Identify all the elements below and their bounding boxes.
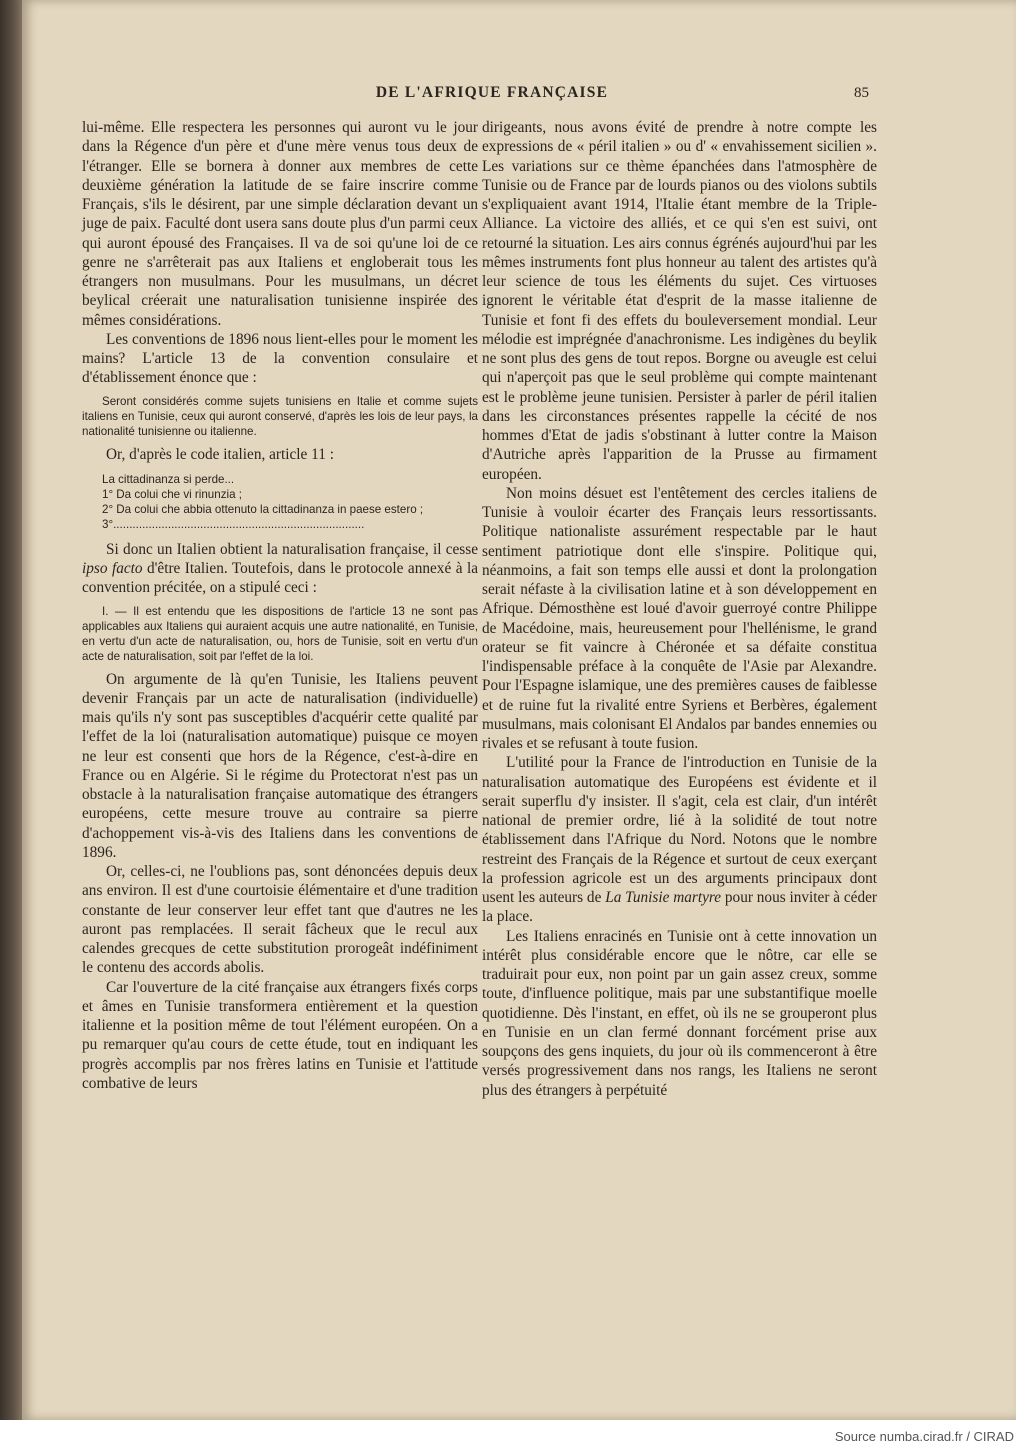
paragraph: dirigeants, nous avons évité de prendre à notre compte les expressions de « péril italien » ou d' « envahissement sicilien ». Les variations sur ce thème épanchées dans l'atmosphère de Tunisie ou de France par de lourds pianos ou des violons subtils s'expliquaient avant 1914, l'Italie étant membre de la Triple-Alliance. La victoire des alliés, et ce qui s'en est suivi, ont retourné la situation. Les airs connus égrénés aujourd'hui par les mêmes instruments font plus honneur au talent des artistes qu'à leur science de tous les éléments du sujet. Ces virtuoses ignorent le véritable état d'esprit de la masse italienne de Tunisie et font fi des effets du bouleversement mondial. Leur mélodie est imprégnée d'anachronisme. Les indigènes du beylik ne sont plus des gens de tout repos. Borgne ou aveugle est celui qui n'aperçoit pas que le seul problème qui compte maintenant est le problème jeune tunisien. Persister à parler de péril italien dans les circonstances présentes rappelle la cécité de nos hommes d'Etat de jadis s'obstinant à lutter contre la Maison d'Autriche après l'apparition de la Prusse au firmament européen. [482,119,877,483]
block-quote: I. — Il est entendu que les dispositions de l'article 13 ne sont pas applicables aux Italiens qui auraient acquis une autre nationalité, en Tunisie, en vertu d'un acte de naturalisation, ou, hors de Tunisie, soit en vertu d'un acte de naturalisation, soit par l'effet de la loi. [82,604,478,663]
quote-line: 1° Da colui che vi rinunzia ; [102,487,242,501]
paragraph: Les conventions de 1896 nous lient-elles pour le moment les mains? L'article 13 de la convention consulaire et d'établissement énonce que : [82,330,478,387]
document-page [22,0,1016,1420]
source-credit: Source numba.cirad.fr / CIRAD [834,1429,1014,1444]
running-title: DE L'AFRIQUE FRANÇAISE [375,84,609,101]
text-run: L'utilité pour la France de l'introduction en Tunisie de la naturalisation automatique des Européens est évidente et il serait superflu d'y insister. Il s'agit, cela est clair, d'un intérêt national de premier ordre, lié à la solidité de tout notre établissement dans l'Afrique du Nord. Notons que le nombre restreint des Français de la Régence et surtout de ceux exerçant la profession agricole est un des arguments principaux dont usent les auteurs de [482,754,877,906]
paragraph: Non moins désuet est l'entêtement des cercles italiens de Tunisie à vouloir écarter des Français leurs ressortissants. Politique nationaliste assurément respectable par le haut sentiment patriotique dont elle s'inspire. Politique qui, néanmoins, a fait son temps elle aussi et dont la prolongation serait néfaste à la civilisation latine et à son développement en Afrique. Démosthène est loué d'avoir guerroyé contre Philippe de Macédoine, mais, heureusement pour l'hellénisme, le grand orateur se fit vaincre à Chéronée et sa défaite constitua l'indispensable préface à la conquête de l'Asie par Alexandre. Pour l'Espagne islamique, une des premières causes de faiblesse et de ruine fut la rivalité entre Syriens et Berbères, également musulmans, mais colonisant El Andalos par bandes ennemies ou rivales et se refusant à toute fusion. [482,484,877,752]
text-run: Si donc un Italien obtient la naturalisation française, il cesse [106,540,478,558]
paragraph: Or, celles-ci, ne l'oublions pas, sont dénoncées depuis deux ans environ. Il est d'une courtoisie élémentaire et d'une tradition constante de leur conserver leur effet tant que d'autres ne les auront pas remplacées. Il serait fâcheux que le recul aux calendes grecques de cette substitution prorogeât indéfiniment le contenu des accords abolis. [82,863,478,977]
page-number: 85 [854,85,869,101]
text-run: d'être Italien. Toutefois, dans le protocole annexé à la convention précitée, on a stipulé ceci : [82,560,478,597]
left-column [82,118,478,1093]
right-column [482,118,877,1100]
quote-line: 3°.............................................................................. [102,517,365,531]
quote-line: La cittadinanza si perde... [102,472,235,486]
quote-line: 2° Da colui che abbia ottenuto la cittadinanza in paese estero ; [102,502,424,516]
paragraph: On argumente de là qu'en Tunisie, les Italiens peuvent devenir Français par un acte de naturalisation (individuelle) mais qu'ils n'y sont pas susceptibles d'acquérir cette qualité par l'effet de la loi (naturalisation automatique) puisque ce moyen ne leur est consenti que hors de la Régence, c'est-à-dire en France ou en Algérie. Si le régime du Protectorat n'est pas un obstacle à la naturalisation française automatique des étrangers européens, cette mesure trouve au contraire sa pierre d'achoppement vis-à-vis des Italiens dans les conventions de 1896. [82,670,478,861]
paragraph: lui-même. Elle respectera les personnes qui auront vu le jour dans la Régence d'un père et d'une mère venus tous deux de l'étranger. Elle se bornera à donner aux membres de cette deuxième génération la latitude de se faire inscrire comme Français, s'ils le désirent, par une simple déclaration devant un juge de paix. Faculté dont usera sans doute plus d'un parmi ceux qui auront épousé des Françaises. Il va de soi qu'une loi de ce genre ne s'arrêterait pas aux Italiens et engloberait tous les étrangers non musulmans. Pour les musulmans, un décret beylical créerait une naturalisation tunisienne inspirée des mêmes considérations. [82,119,478,329]
paragraph: Car l'ouverture de la cité française aux étrangers fixés corps et âmes en Tunisie transformera entièrement et la question italienne et la position même de tout l'élément européen. On a pu remarquer qu'au cours de cette étude, tout en indiquant les progrès accomplis par nos frères latins en Tunisie et l'attitude combative de leurs [82,978,478,1092]
paragraph: Les Italiens enracinés en Tunisie ont à cette innovation un intérêt plus considérable encore que le nôtre, car elle se traduirait pour eux, non point par un gain assez creux, somme toute, d'influence politique, mais par une substantifique moelle quotidienne. Dès l'instant, en effet, où ils ne se grouperont plus en Tunisie en un clan fermé donnant forcément prise aux soupçons des gens inquiets, du jour où ils commenceront à être versés progressivement dans nos rangs, les Italiens ne seront plus des étrangers à perpétuité [482,927,877,1099]
block-quote: Seront considérés comme sujets tunisiens en Italie et comme sujets italiens en Tunisie, ceux qui auront conservé, d'après les lois de leur pays, la nationalité tunisienne ou italienne. [82,394,478,438]
italic-title: La Tunisie martyre [605,889,722,906]
text-run: pour nous inviter à céder la place. [482,889,877,926]
italic-term: ipso facto [82,560,143,577]
scan-binding-edge [0,0,24,1420]
paragraph [82,540,478,598]
paragraph: Or, d'après le code italien, article 11 : [106,445,334,463]
paragraph [482,753,877,926]
